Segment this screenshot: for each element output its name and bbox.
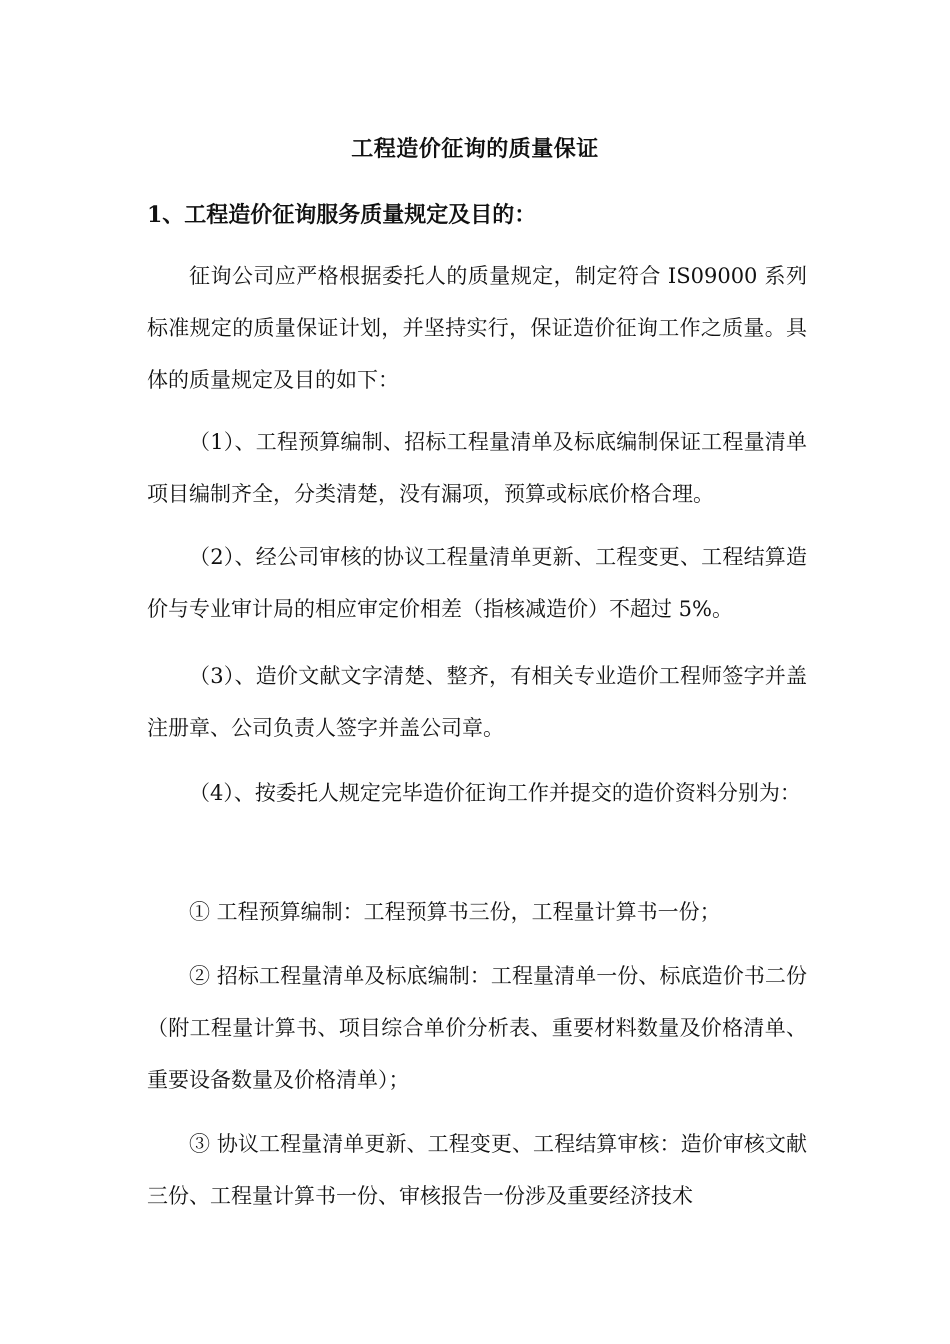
paragraph-item-3: （3）、造价文献文字清楚、整齐，有相关专业造价工程师签字并盖注册章、公司负责人签字并盖公司章。 <box>147 664 807 740</box>
paragraph-subitem-1: ① 工程预算编制：工程预算书三份，工程量计算书一份； <box>189 900 721 924</box>
paragraph-item-1: （1）、工程预算编制、招标工程量清单及标底编制保证工程量清单项目编制齐全，分类清楚，没有漏项，预算或标底价格合理。 <box>147 430 807 506</box>
paragraph-intro: 征询公司应严格根据委托人的质量规定，制定符合 IS09000 系列标准规定的质量保证计划，并坚持实行，保证造价征询工作之质量。具体的质量规定及目的如下： <box>147 264 807 392</box>
section-heading: 1、工程造价征询服务质量规定及目的： <box>147 202 537 228</box>
paragraph-subitem-3: ③ 协议工程量清单更新、工程变更、工程结算审核：造价审核文献三份、工程量计算书一份、审核报告一份涉及重要经济技术 <box>147 1132 807 1208</box>
paragraph-item-4: （4）、按委托人规定完毕造价征询工作并提交的造价资料分别为： <box>189 781 801 805</box>
paragraph-item-2: （2）、经公司审核的协议工程量清单更新、工程变更、工程结算造价与专业审计局的相应审定价相差（指核减造价）不超过 5%。 <box>147 545 807 621</box>
document-title: 工程造价征询的质量保证 <box>351 136 599 162</box>
paragraph-subitem-2: ② 招标工程量清单及标底编制：工程量清单一份、标底造价书二份（附工程量计算书、项目综合单价分析表、重要材料数量及价格清单、重要设备数量及价格清单）； <box>147 964 807 1092</box>
